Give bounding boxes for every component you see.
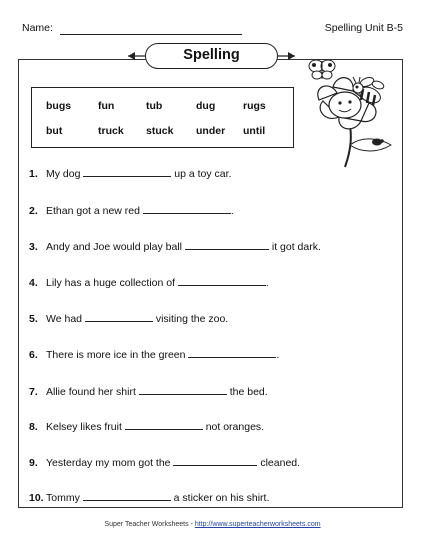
question-number: 4. [29,277,38,289]
question-number: 5. [29,313,38,325]
word-bank-word: stuck [146,125,174,137]
word-bank-word: tub [146,100,163,112]
answer-blank[interactable] [83,491,171,501]
question-text-after: it got dark. [268,241,321,253]
answer-blank[interactable] [185,240,269,250]
question-item [29,240,321,253]
answer-blank[interactable] [83,167,171,177]
question-text-after: . [276,349,280,361]
footer-url-link[interactable]: http://www.superteacherworksheets.com [194,521,321,528]
question-item [29,167,231,180]
question-text-after: . [230,205,234,217]
unit-label: Spelling Unit B-5 [324,22,403,34]
question-text-after: a sticker on his shirt. [170,492,270,504]
question-text-after: visiting the zoo. [152,313,229,325]
worksheet-header [22,22,403,38]
word-bank [31,87,294,148]
flower-bee-illustration [303,55,398,170]
question-number: 7. [29,386,38,398]
question-text-before: There is more ice in the green [46,349,189,361]
question-item [29,312,228,325]
question-number: 10. [29,492,44,504]
page-footer [0,521,425,528]
title-banner [126,43,297,71]
question-item [29,456,300,469]
question-number: 6. [29,349,38,361]
footer-separator: - [188,521,195,528]
answer-blank[interactable] [125,420,203,430]
answer-blank[interactable] [143,204,231,214]
question-number: 3. [29,241,38,253]
word-bank-word: truck [98,125,124,137]
question-text-before: We had [46,313,85,325]
word-bank-word: fun [98,100,115,112]
word-bank-word: but [46,125,63,137]
question-number: 8. [29,421,38,433]
question-number: 1. [29,168,38,180]
butterfly-icon [309,60,335,79]
question-text-after: cleaned. [257,457,301,469]
question-text-after: the bed. [226,386,268,398]
question-text-after: not oranges. [202,421,265,433]
question-text-before: Lily has a huge collection of [46,277,178,289]
question-item [29,204,234,217]
answer-blank[interactable] [188,348,276,358]
word-bank-word: under [196,125,226,137]
word-bank-word: bugs [46,100,72,112]
question-text-before: Andy and Joe would play ball [46,241,185,253]
question-number: 2. [29,205,38,217]
question-text-after: . [265,277,269,289]
question-item [29,491,269,504]
question-text-before: Yesterday my mom got the [46,457,174,469]
question-item [29,276,269,289]
question-item [29,385,268,398]
question-text-before: Tommy [46,492,83,504]
word-bank-word: rugs [243,100,266,112]
name-label: Name: [22,22,53,34]
question-text-before: My dog [46,168,84,180]
question-item [29,348,279,361]
answer-blank[interactable] [173,456,257,466]
question-number: 9. [29,457,38,469]
word-bank-word: until [243,125,266,137]
question-text-before: Ethan got a new red [46,205,143,217]
footer-site-name: Super Teacher Worksheets [104,521,189,528]
question-text-before: Allie found her shirt [46,386,139,398]
answer-blank[interactable] [85,312,153,322]
question-text-before: Kelsey likes fruit [46,421,125,433]
word-bank-word: dug [196,100,216,112]
name-line [60,34,242,35]
answer-blank[interactable] [139,385,227,395]
page-title: Spelling [145,43,278,69]
question-item [29,420,264,433]
answer-blank[interactable] [178,276,266,286]
question-text-after: up a toy car. [171,168,232,180]
